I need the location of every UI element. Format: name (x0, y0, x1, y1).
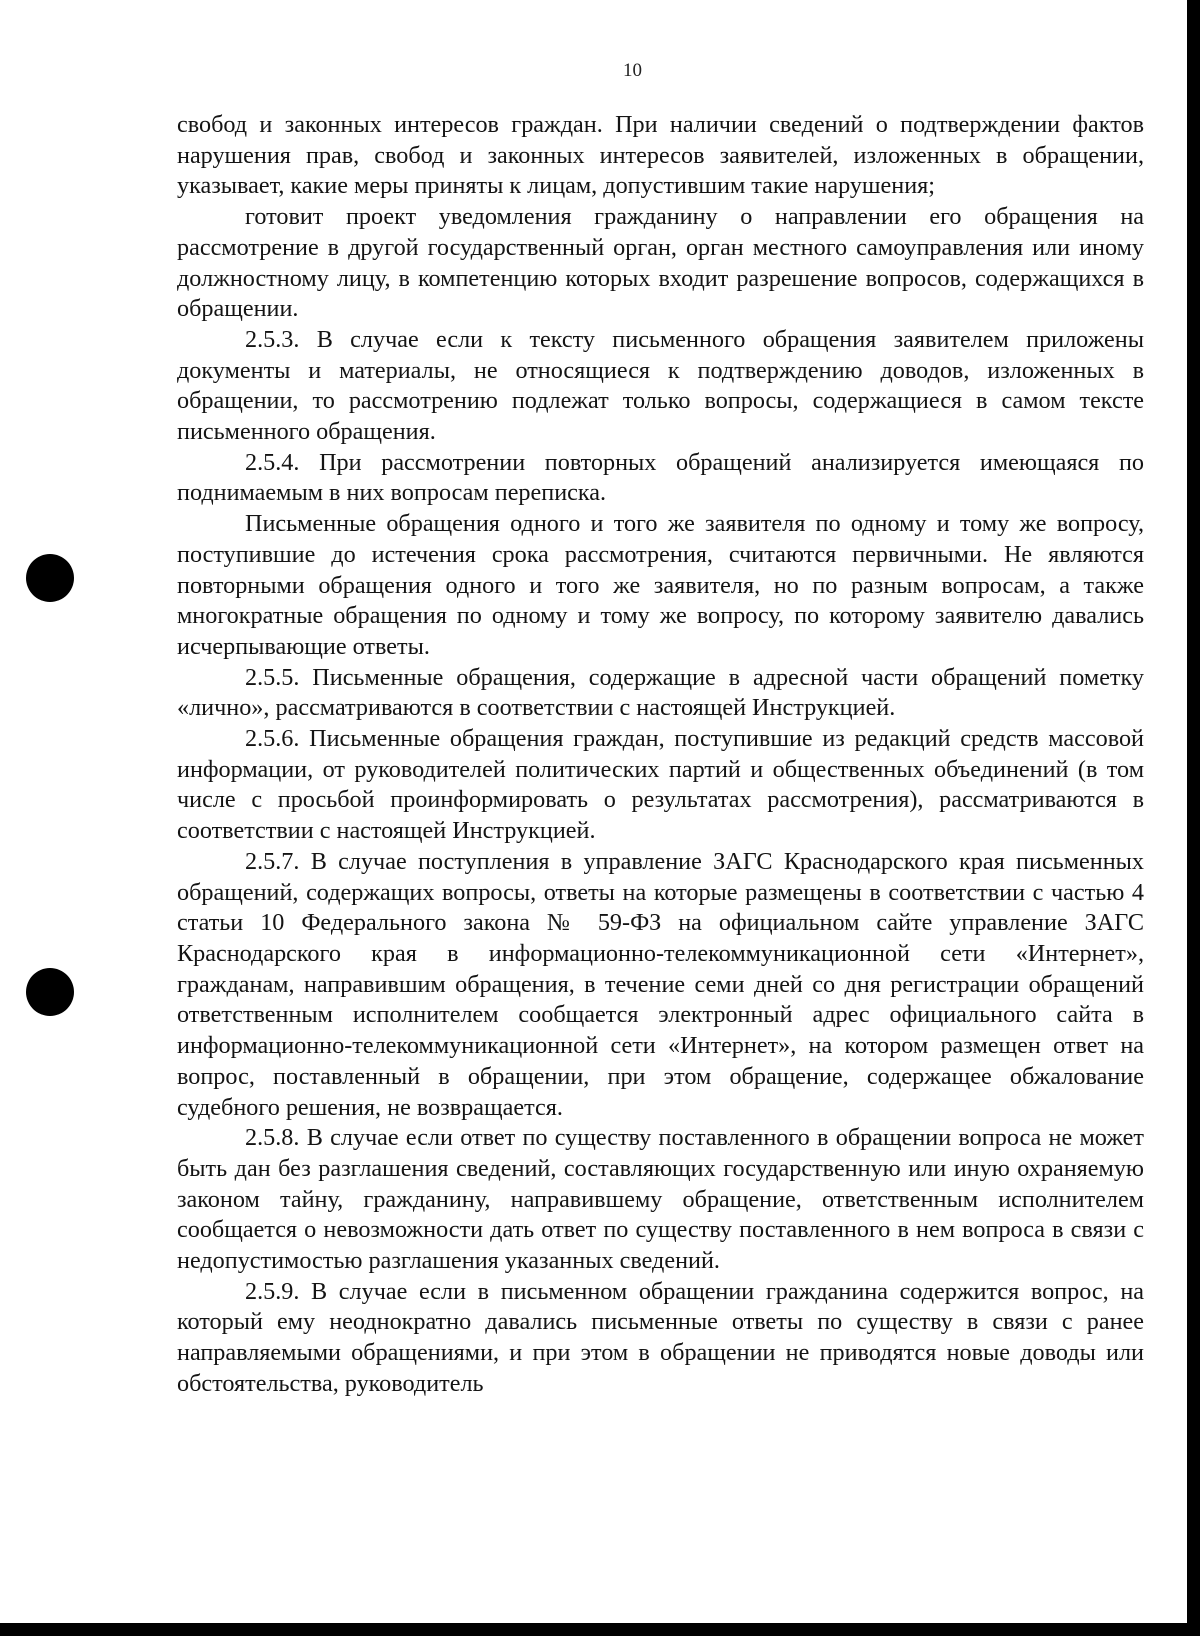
paragraph-redirect-notice: готовит проект уведомления гражданину о направлении его обращения на рассмотрение в другой государственный орган, орган местного самоуправления или иному должностному лицу, в компетенцию которых входит разрешение вопросов, содержащихся в обращении. (177, 203, 1144, 323)
paragraph-2-5-6: 2.5.6. Письменные обращения граждан, поступившие из редакций средств массовой информации, от руководителей политических партий и общественных объединений (в том числе с просьбой проинформировать о результатах рассмотрения), рассматриваются в соответствии с настоящей Инструкцией. (177, 725, 1144, 845)
paragraph-primary-appeals: Письменные обращения одного и того же заявителя по одному и тому же вопросу, поступившие до истечения срока рассмотрения, считаются первичными. Не являются повторными обращения одного и того же заявителя, но по разным вопросам, а также многократные обращения по одному и тому же вопросу, по которому заявителю давались исчерпывающие ответы. (177, 510, 1144, 660)
scan-edge-bottom (0, 1623, 1200, 1636)
scan-edge-right (1187, 0, 1200, 1636)
paragraph-2-5-5: 2.5.5. Письменные обращения, содержащие в адресной части обращений пометку «лично», рассматриваются в соответствии с настоящей Инструкцией. (177, 663, 1144, 722)
paragraph-2-5-8: 2.5.8. В случае если ответ по существу поставленного в обращении вопроса не может быть дан без разглашения сведений, составляющих государственную или иную охраняемую законом тайну, гражданину, направившему обращение, ответственным исполнителем сообщается о невозможности дать ответ по существу поставленного в нем вопроса в связи с недопустимостью разглашения указанных сведений. (177, 1124, 1144, 1275)
punch-hole-bottom (26, 968, 74, 1016)
paragraph-rights-violations: свобод и законных интересов граждан. При наличии сведений о подтверждении фактов нарушения прав, свобод и законных интересов заявителей, изложенных в обращении, указывает, какие меры приняты к лицам, допустившим такие нарушения; (177, 111, 1144, 200)
punch-hole-top (26, 554, 74, 602)
paragraph-2-5-7: 2.5.7. В случае поступления в управление ЗАГС Краснодарского края письменных обращений, содержащих вопросы, ответы на которые размещены в соответствии с частью 4 статьи 10 Федерального закона № 59-ФЗ на официальном сайте управление ЗАГС Краснодарского края в информационно-телекоммуникационной сети «Интернет», гражданам, направившим обращения, в течение семи дней со дня регистрации обращений ответственным исполнителем сообщается электронный адрес официального сайта в информационно-телекоммуникационной сети «Интернет», на котором размещен ответ на вопрос, поставленный в обращении, при этом обращение, содержащее обжалование судебного решения, не возвращается. (177, 847, 1144, 1121)
document-body (177, 110, 1144, 1400)
paragraph-2-5-3: 2.5.3. В случае если к тексту письменного обращения заявителем приложены документы и материалы, не относящиеся к подтверждению доводов, изложенных в обращении, то рассмотрению подлежат только вопросы, содержащиеся в самом тексте письменного обращения. (177, 325, 1144, 446)
paragraph-2-5-4: 2.5.4. При рассмотрении повторных обращений анализируется имеющаяся по поднимаемым в них вопросам переписка. (177, 448, 1144, 507)
page-number: 10 (623, 60, 642, 81)
paragraph-2-5-9: 2.5.9. В случае если в письменном обращении гражданина содержится вопрос, на который ему неоднократно давались письменные ответы по существу в связи с ранее направляемыми обращениями, и при этом в обращении не приводятся новые доводы или обстоятельства, руководитель (177, 1277, 1144, 1397)
